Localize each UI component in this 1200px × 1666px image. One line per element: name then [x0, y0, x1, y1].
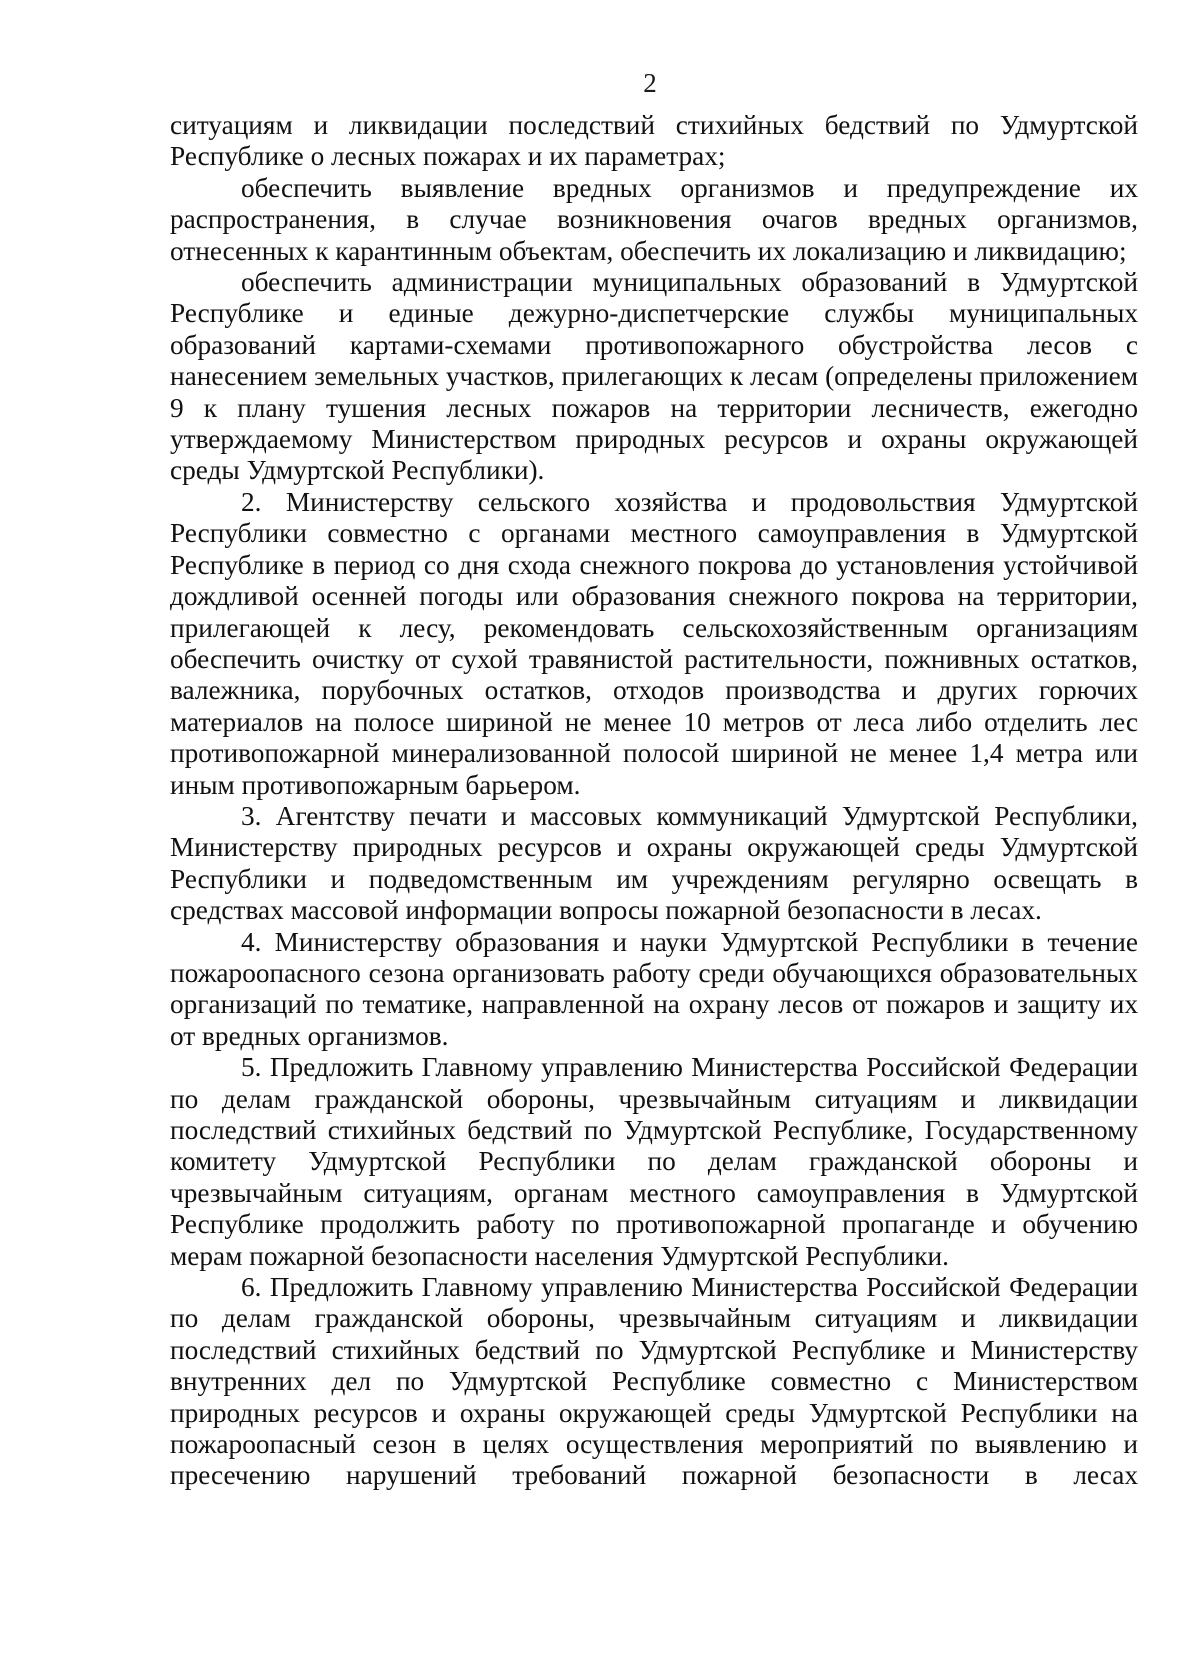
paragraph-fire-maps: обеспечить администрации муниципальных образований в Удмуртской Республике и единые дежурно-диспетчерские службы муниципальных образований картами-схемами противопожарного обустройства лесов с нанесением земельных участков, прилегающих к лесам (определены приложением 9 к плану тушения лесных пожаров на территории лесничеств, ежегодно утверждаемому Министерством природных ресурсов и охраны окружающей среды Удмуртской Республики). — [170, 267, 1139, 486]
page-number: 2 — [643, 68, 657, 98]
paragraph-continuation: ситуациям и ликвидации последствий стихийных бедствий по Удмуртской Республике о лесных пожарах и их параметрах; — [170, 110, 1138, 172]
paragraph-item-3: 3. Агентству печати и массовых коммуникаций Удмуртской Республики, Министерству природных ресурсов и охраны окружающей среды Удмуртской Республики и подведомственным им учреждениям регулярно освещать в средствах массовой информации вопросы пожарной безопасности в лесах. — [170, 800, 1138, 926]
paragraph-item-2: 2. Министерству сельского хозяйства и продовольствия Удмуртской Республики совместно с органами местного самоуправления в Удмуртской Республике в период со дня схода снежного покрова до установления устойчивой дождливой осенней погоды или образования снежного покрова на территории, прилегающей к лесу, рекомендовать сельскохозяйственным организациям обеспечить очистку от сухой травянистой растительности, пожнивных остатков, валежника, порубочных остатков, отходов производства и других горючих материалов на полосе шириной не менее 10 метров от леса либо отделить лес противопожарной минерализованной полосой шириной не менее 1,4 метра или иным противопожарным барьером. — [170, 486, 1138, 800]
paragraph-item-4: 4. Министерству образования и науки Удмуртской Республики в течение пожароопасного сезона организовать работу среди обучающихся образовательных организаций по тематике, направленной на охрану лесов от пожаров и защиту их от вредных организмов. — [170, 926, 1138, 1051]
paragraph-item-5: 5. Предложить Главному управлению Министерства Российской Федерации по делам гражданской обороны, чрезвычайным ситуациям и ликвидации последствий стихийных бедствий по Удмуртской Республике, Государственному комитету Удмуртской Республики по делам гражданской обороны и чрезвычайным ситуациям, органам местного самоуправления в Удмуртской Республике продолжить работу по противопожарной пропаганде и обучению мерам пожарной безопасности населения Удмуртской Республики. — [170, 1052, 1138, 1271]
paragraph-item-6: 6. Предложить Главному управлению Министерства Российской Федерации по делам гражданской обороны, чрезвычайным ситуациям и ликвидации последствий стихийных бедствий по Удмуртской Республике и Министерству внутренних дел по Удмуртской Республике совместно с Министерством природных ресурсов и охраны окружающей среды Удмуртской Республики на пожароопасный сезон в целях осуществления мероприятий по выявлению и пресечению нарушений требований пожарной безопасности в лесах — [170, 1272, 1138, 1491]
document-body — [170, 110, 1138, 1492]
paragraph-pest-control: обеспечить выявление вредных организмов и предупреждение их распространения, в случае возникновения очагов вредных организмов, отнесенных к карантинным объектам, обеспечить их локализацию и ликвидацию; — [170, 172, 1138, 266]
